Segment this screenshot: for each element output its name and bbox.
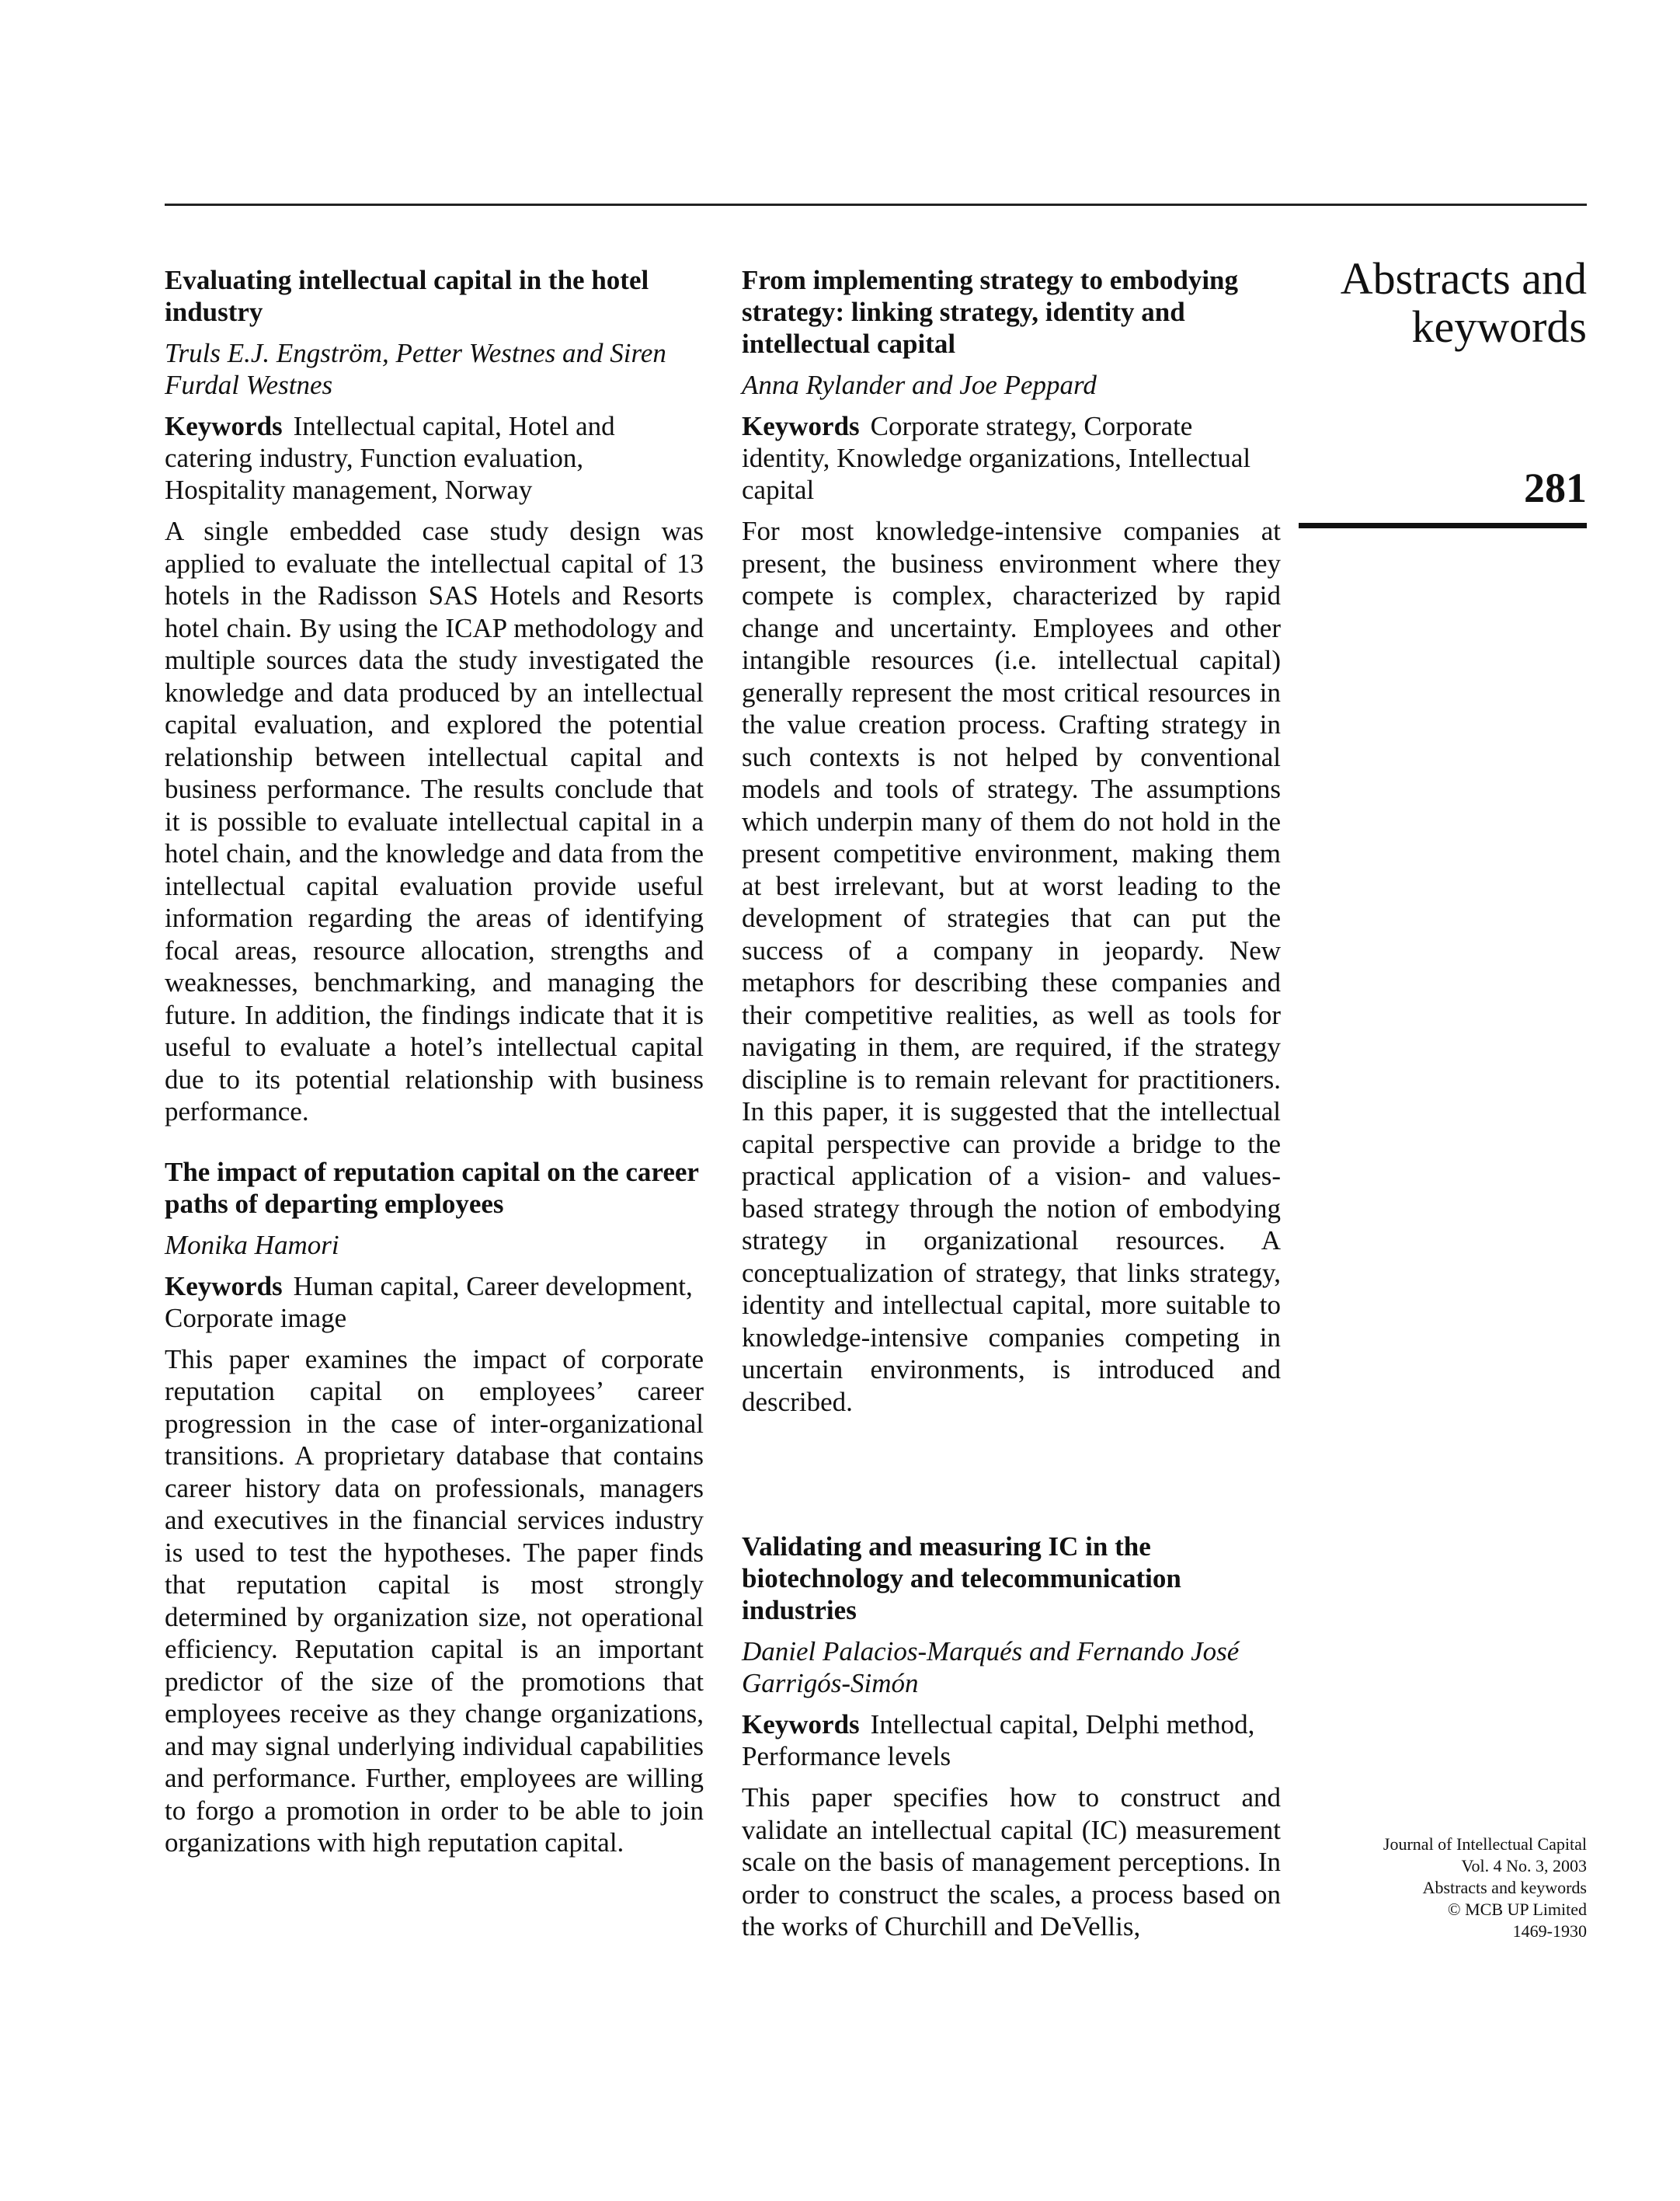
section-heading-line2: keywords bbox=[1411, 301, 1587, 352]
article-authors: Anna Rylander and Joe Peppard bbox=[742, 370, 1097, 400]
section-heading bbox=[1261, 255, 1587, 351]
article-4 bbox=[742, 1531, 1281, 1943]
section-heading-line1: Abstracts and bbox=[1340, 253, 1587, 304]
article-title: Validating and measuring IC in the biotechnology and telecommunication industries bbox=[742, 1531, 1181, 1625]
article-authors: Daniel Palacios-Marqués and Fernando José Garrigós-Simón bbox=[742, 1636, 1240, 1698]
journal-footer bbox=[1383, 1834, 1587, 1942]
article-keywords bbox=[742, 1708, 1281, 1772]
journal-section: Abstracts and keywords bbox=[1422, 1878, 1587, 1897]
article-authors: Truls E.J. Engström, Petter Westnes and Siren Furdal Westnes bbox=[165, 338, 666, 400]
article-1 bbox=[165, 264, 704, 1128]
article-title: From implementing strategy to embodying strategy: linking strategy, identity and intellectual capital bbox=[742, 265, 1239, 359]
keywords-label: Keywords bbox=[165, 1270, 283, 1301]
left-column bbox=[165, 264, 704, 1887]
article-title: Evaluating intellectual capital in the hotel industry bbox=[165, 265, 649, 327]
journal-copyright: © MCB UP Limited bbox=[1447, 1900, 1587, 1919]
page-number: 281 bbox=[1524, 465, 1587, 511]
page-number-rule bbox=[1299, 523, 1587, 528]
keywords-list: Corporate strategy, Corporate identity, Knowledge organizations, Intellectual capital bbox=[742, 411, 1251, 505]
keywords-list: Intellectual capital, Hotel and catering industry, Function evaluation, Hospitality management, Norway bbox=[165, 411, 615, 505]
article-keywords bbox=[165, 410, 704, 506]
journal-issn: 1469-1930 bbox=[1512, 1921, 1587, 1941]
article-title: The impact of reputation capital on the career paths of departing employees bbox=[165, 1156, 699, 1219]
keywords-label: Keywords bbox=[165, 411, 283, 441]
article-2 bbox=[165, 1156, 704, 1859]
keywords-label: Keywords bbox=[742, 1709, 860, 1740]
keywords-list: Human capital, Career development, Corporate image bbox=[165, 1270, 693, 1333]
journal-volume: Vol. 4 No. 3, 2003 bbox=[1461, 1856, 1587, 1875]
article-keywords bbox=[165, 1270, 704, 1334]
article-abstract: A single embedded case study design was applied to evaluate the intellectual capital of 13 hotels in the Radisson SAS Hotels and Resorts hotel chain. By using the ICAP methodology and multiple sources data the study investigated the knowledge and data produced by an intellectual capital evaluation, and explored the potential relationship between intellectual capital and business performance. The results conclude that it is possible to evaluate intellectual capital in a hotel chain, and the knowledge and data from the intellectual capital evaluation provide useful information regarding the areas of identifying focal areas, resource allocation, strengths and weaknesses, benchmarking, and managing the future. In addition, the findings indicate that it is useful to evaluate a hotel’s intellectual capital due to its potential relationship with business performance. bbox=[165, 516, 704, 1127]
article-3 bbox=[742, 264, 1281, 1418]
article-authors: Monika Hamori bbox=[165, 1229, 339, 1260]
article-abstract: This paper specifies how to construct and validate an intellectual capital (IC) measurement scale on the basis of management perceptions. In order to construct the scales, a process based on the works of Churchill and DeVellis, bbox=[742, 1782, 1281, 1942]
middle-column bbox=[742, 264, 1281, 1446]
keywords-list: Intellectual capital, Delphi method, Performance levels bbox=[742, 1709, 1255, 1771]
journal-name: Journal of Intellectual Capital bbox=[1383, 1834, 1587, 1854]
keywords-label: Keywords bbox=[742, 411, 860, 441]
article-keywords bbox=[742, 410, 1281, 506]
article-abstract: This paper examines the impact of corporate reputation capital on employees’ career progression in the case of inter-organizational transitions. A proprietary database that contains career history data on professionals, managers and executives in the financial services industry is used to test the hypotheses. The paper finds that reputation capital is most strongly determined by organization size, not operational efficiency. Reputation capital is an important predictor of the size of the promotions that employees receive as they change organizations, and may signal underlying individual capabilities and performance. Further, employees are willing to forgo a promotion in order to be able to join organizations with high reputation capital. bbox=[165, 1343, 704, 1858]
top-rule bbox=[165, 204, 1587, 206]
article-abstract: For most knowledge-intensive companies at present, the business environment where they compete is complex, characterized by rapid change and uncertainty. Employees and other intangible resources (i.e. intellectual capital) generally represent the most critical resources in the value creation process. Crafting strategy in such contexts is not helped by conventional models and tools of strategy. The assumptions which underpin many of them do not hold in the present competitive environment, making them at best irrelevant, but at worst leading to the development of strategies that can put the success of a company in jeopardy. New metaphors for describing these companies and their competitive realities, as well as tools for navigating in them, are required, if the strategy discipline is to remain relevant for practitioners. In this paper, it is suggested that the intellectual capital perspective can provide a bridge to the practical application of a vision- and values-based strategy through the notion of embodying strategy in organizational resources. A conceptualization of strategy, that links strategy, identity and intellectual capital, more suitable to knowledge-intensive companies competing in uncertain environments, is introduced and described. bbox=[742, 516, 1281, 1417]
